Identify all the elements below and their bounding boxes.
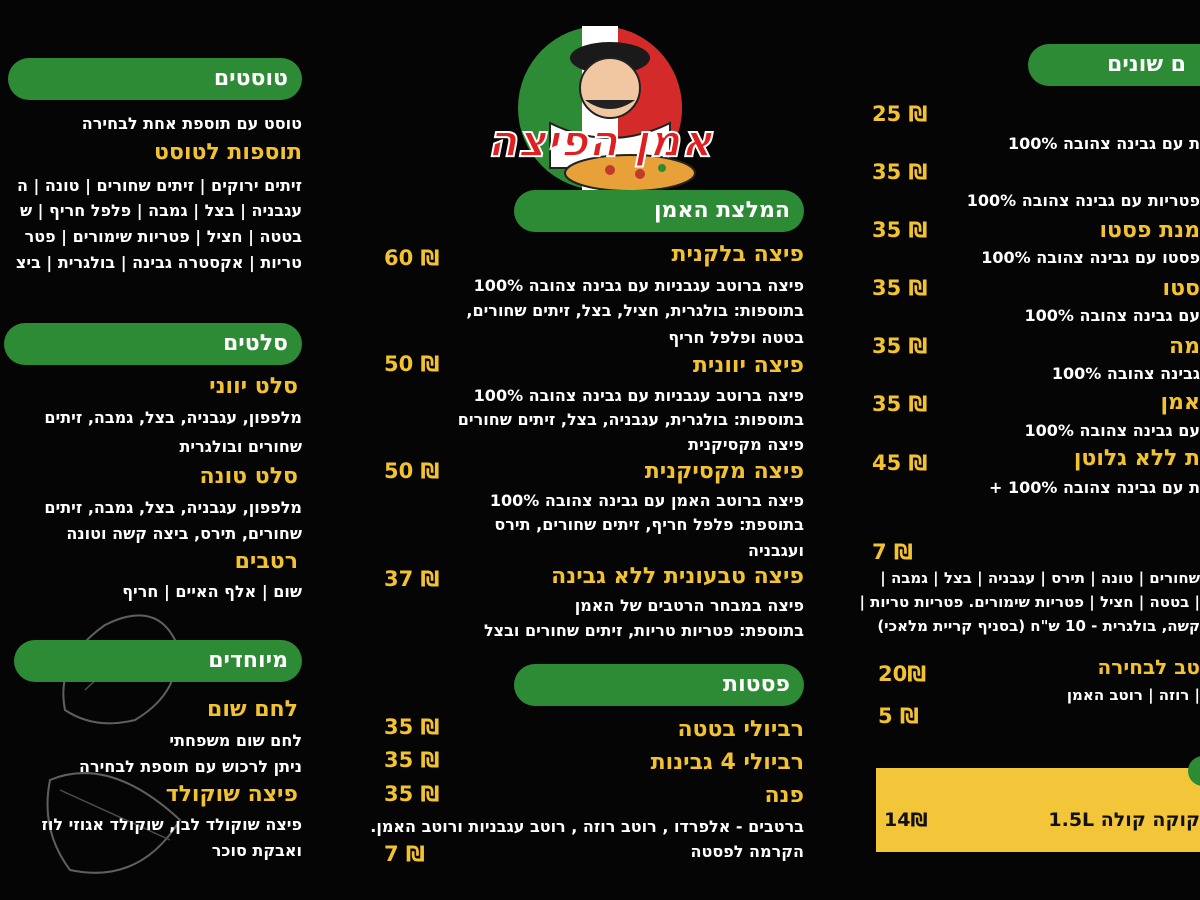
- greek-salad-line: מלפפון, עגבניה, בצל, גמבה, זיתים: [44, 408, 302, 427]
- menu-item-name: פיצה מקסיקנית: [644, 459, 804, 484]
- addon-line: שחורים | טונה | תירס | עגבניה | בצל | גמבה |: [880, 569, 1200, 587]
- menu-item-line: פיצה במבחר הרטבים של האמן: [574, 596, 804, 615]
- right-line: עם גבינה צהובה 100%: [1024, 306, 1200, 325]
- drink-price: 14₪: [884, 809, 928, 831]
- various-header: ם שונים: [1028, 44, 1200, 86]
- garlic-bread-line: לחם שום משפחתי: [169, 731, 302, 750]
- menu-item-price: 37 ₪: [384, 567, 440, 591]
- toast-addon-line: טריות | אקסטרה גבינה | בולגרית | ביצ: [15, 253, 302, 272]
- right-price: 25 ₪: [872, 102, 928, 126]
- sauce-price: 5 ₪: [878, 704, 919, 728]
- addon-line: | בטטה | חציל | פטריות שימורים. פטריות טריות |: [859, 593, 1200, 611]
- drinks-bar: [876, 768, 1200, 852]
- right-line: עם גבינה צהובה 100%: [1024, 421, 1200, 440]
- pasta-sauces-line: ברטבים - אלפרדו , רוטב רוזה , רוטב עגבניות ורוטב האמן.: [370, 817, 804, 836]
- menu-item-line: פיצה ברוטב עגבניות עם גבינה צהובה 100%: [473, 386, 804, 405]
- tuna-salad-line: שחורים, תירס, ביצה קשה וטונה: [66, 524, 302, 543]
- menu-item-price: 50 ₪: [384, 352, 440, 376]
- right-item-name: ת ללא גלוטן: [1073, 446, 1200, 471]
- pasta-header: פסטות: [514, 664, 804, 706]
- menu-item-price: 50 ₪: [384, 459, 440, 483]
- sauce-choice-line: | רוזה | רוטב האמן: [1066, 686, 1200, 704]
- right-price: 35 ₪: [872, 392, 928, 416]
- right-item-name: מה: [1168, 334, 1200, 359]
- chef-with-pizza-logo: [400, 18, 800, 203]
- menu-item-line: בטטה ופלפל חריף: [668, 328, 804, 347]
- toast-addon-line: זיתים ירוקים | זיתים שחורים | טונה | ה: [16, 176, 302, 195]
- pasta-item-name: רביולי 4 גבינות: [650, 750, 804, 775]
- chocolate-pizza-line: ואבקת סוכר: [211, 841, 302, 860]
- pasta-cream-line: הקרמה לפסטה: [690, 842, 804, 861]
- sauces-title: רטבים: [234, 549, 298, 574]
- sauce-choice-title: טב לבחירה: [1097, 655, 1200, 679]
- toast-base-line: טוסט עם תוספת אחת לבחירה: [81, 114, 302, 133]
- pasta-item-name: פנה: [764, 783, 804, 808]
- greek-salad-title: סלט יווני: [209, 374, 298, 399]
- menu-item-line: בתוספת: פלפל חריף, זיתים שחורים, תירס: [494, 515, 804, 534]
- menu-item-line: בתוספות: בולגרית, חציל, בצל, זיתים שחורים,: [466, 301, 804, 320]
- right-line: ת עם גבינה צהובה 100% +: [989, 478, 1200, 497]
- right-price: 45 ₪: [872, 451, 928, 475]
- right-price: 35 ₪: [872, 160, 928, 184]
- chocolate-pizza-title: פיצה שוקולד: [165, 782, 298, 807]
- salads-header: סלטים: [4, 323, 302, 365]
- greek-salad-line: שחורים ובולגרית: [179, 437, 302, 456]
- tuna-salad-title: סלט טונה: [199, 464, 298, 489]
- toast-addon-line: בטטה | חציל | פטריות שימורים | פטר: [24, 227, 302, 246]
- tuna-salad-line: מלפפון, עגבניה, בצל, גמבה, זיתים: [44, 498, 302, 517]
- right-item-name: סטו: [1162, 276, 1200, 301]
- chef-logo-icon: [400, 18, 800, 203]
- toasts-header: טוסטים: [8, 58, 302, 100]
- menu-item-name: פיצה טבעונית ללא גבינה: [551, 564, 804, 589]
- sauces-line: שום | אלף האיים | חריף: [122, 582, 302, 601]
- toast-addons-title: תוספות לטוסט: [154, 140, 302, 165]
- menu-item-name: פיצה יוונית: [692, 353, 804, 378]
- right-item-name: מנת פסטו: [1099, 218, 1200, 243]
- pasta-item-name: רביולי בטטה: [677, 717, 804, 742]
- pasta-item-price: 35 ₪: [384, 715, 440, 739]
- menu-item-name: פיצה בלקנית: [671, 242, 804, 267]
- garlic-bread-line: ניתן לרכוש עם תוספת לבחירה: [79, 757, 302, 776]
- menu-item-line: ועגבניה: [747, 541, 804, 560]
- right-price: 35 ₪: [872, 218, 928, 242]
- right-price: 35 ₪: [872, 276, 928, 300]
- menu-item-line: פיצה ברוטב האמן עם גבינה צהובה 100%: [489, 491, 804, 510]
- pasta-cream-price: 7 ₪: [384, 842, 425, 866]
- chocolate-pizza-line: פיצה שוקולד לבן, שוקולד אגוזי לוז: [41, 815, 302, 834]
- drink-name: קוקה קולה 1.5L: [1048, 809, 1200, 831]
- menu-item-line: בתוספות: בולגרית, עגבניה, בצל, זיתים שחורים: [457, 410, 804, 429]
- right-item-name: אמן: [1160, 390, 1200, 415]
- right-line: ת עם גבינה צהובה 100%: [1008, 134, 1200, 153]
- menu-item-line: פיצה ברוטב עגבניות עם גבינה צהובה 100%: [473, 276, 804, 295]
- sauce-price: 20₪: [878, 662, 927, 686]
- toast-addon-line: עגבניה | בצל | גמבה | פלפל חריף | ש: [19, 201, 302, 220]
- right-price: 35 ₪: [872, 334, 928, 358]
- menu-item-line: בתוספת: פטריות טריות, זיתים שחורים ובצל: [484, 621, 804, 640]
- menu-item-price: 60 ₪: [384, 246, 440, 270]
- addon-line: קשה, בולגרית - 10 ש"ח (בסניף קריית מלאכי): [877, 617, 1200, 635]
- logo-text: אמן הפיצה: [487, 116, 713, 167]
- addon-price: 7 ₪: [872, 540, 913, 564]
- pasta-item-price: 35 ₪: [384, 748, 440, 772]
- right-line: גבינה צהובה 100%: [1051, 364, 1200, 383]
- chef-recommendation-header: המלצת האמן: [514, 190, 804, 232]
- garlic-bread-title: לחם שום: [207, 697, 298, 722]
- menu-item-line: פיצה מקסיקנית: [688, 435, 804, 454]
- pasta-item-price: 35 ₪: [384, 782, 440, 806]
- specials-header: מיוחדים: [14, 640, 302, 682]
- right-line: פסטו עם גבינה צהובה 100%: [981, 248, 1200, 267]
- right-line: פטריות עם גבינה צהובה 100%: [966, 191, 1200, 210]
